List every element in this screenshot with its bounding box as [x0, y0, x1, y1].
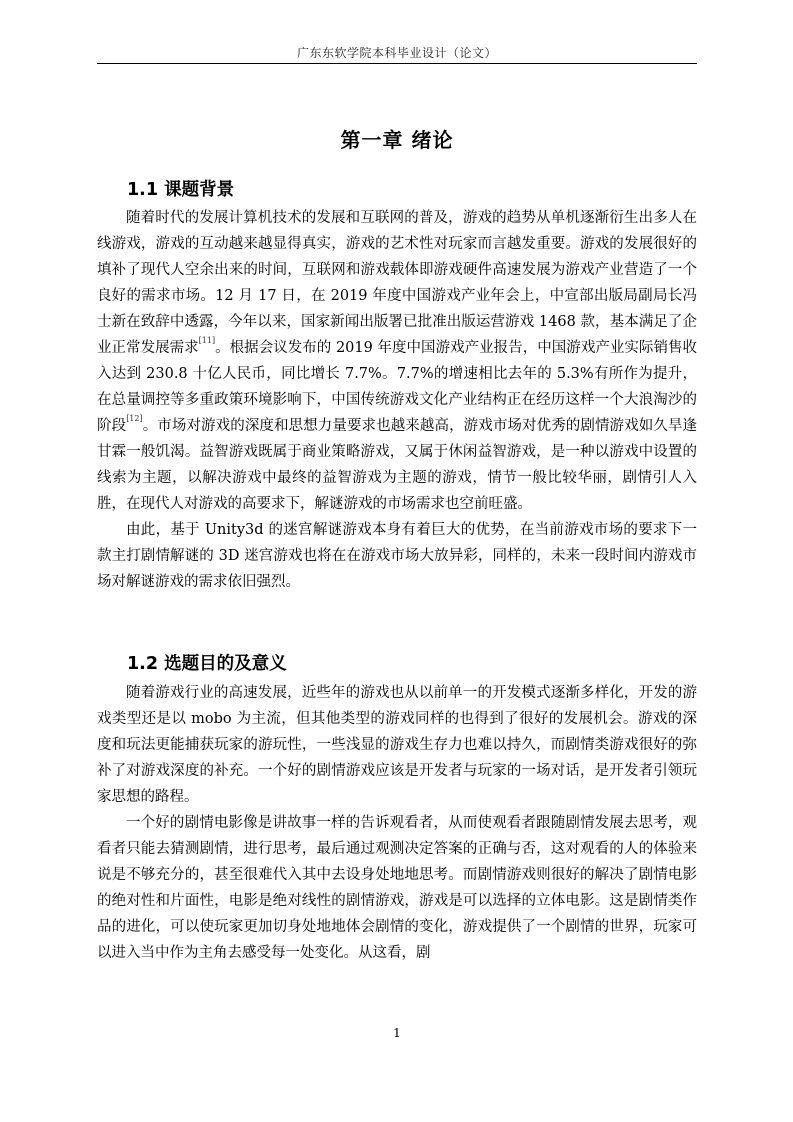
paragraph-text: 一个好的剧情电影像是讲故事一样的告诉观看者，从而使观看者跟随剧情发展去思考，观看者只能去猜测剧情，进行思考，最后通过观测决定答案的正确与否，这对观看的人的体验来说是不够充分的，甚至很难代入其中去设身处地地思考。而剧情游戏则很好的解决了剧情电影的绝对性和片面性，电影是绝对线性的剧情游戏，游戏是可以选择的立体电影。这是剧情类作品的进化，可以使玩家更加切身处地地体会剧情的变化，游戏提供了一个剧情的世界，玩家可以进入当中作为主角去感受每一处变化。从这看，剧	[97, 815, 697, 961]
header-rule	[97, 63, 697, 64]
paragraph	[97, 810, 697, 966]
section-body-1-1	[97, 205, 697, 595]
citation-ref: [12]	[126, 414, 143, 423]
section-title-1-1: 1.1 课题背景	[127, 180, 235, 200]
chapter-title: 第一章 绪论	[340, 128, 454, 152]
paragraph-text: 。根据会议发布的 2019 年度中国游戏产业报告，中国游戏产业实际销售收入达到 230.8 十亿人民币，同比增长 7.7%。7.7%的增速相比去年的 5.3%有所作为提升，在总量调控等多重政策环境影响下，中国传统游戏文化产业结构正在经历这样一个大浪淘沙的阶段	[97, 340, 697, 434]
page-number: 1	[393, 1026, 401, 1040]
section-body-1-2	[97, 680, 697, 966]
section-title-1-2: 1.2 选题目的及意义	[127, 654, 287, 674]
paragraph	[97, 680, 697, 810]
paragraph-text: 随着时代的发展计算机技术的发展和互联网的普及，游戏的趋势从单机逐渐衍生出多人在线游戏，游戏的互动越来越显得真实，游戏的艺术性对玩家而言越发重要。游戏的发展很好的填补了现代人空余出来的时间，互联网和游戏载体即游戏硬件高速发展为游戏产业营造了一个良好的需求市场。12 月 17 日，在 2019 年度中国游戏产业年会上，中宣部出版局副局长冯士新在致辞中透露，今年以来，国家新闻出版署已批准出版运营游戏 1468 款，基本满足了企业正常发展需求	[97, 210, 697, 356]
citation-ref: [11]	[198, 336, 216, 345]
paragraph	[97, 205, 697, 517]
paragraph-text: 。市场对游戏的深度和思想力量要求也越来越高，游戏市场对优秀的剧情游戏如久旱逢甘霖一般饥渴。益智游戏既属于商业策略游戏，又属于休闲益智游戏，是一种以游戏中设置的线索为主题，以解决游戏中最终的益智游戏为主题的游戏，情节一般比较华丽，剧情引人入胜，在现代人对游戏的高要求下，解谜游戏的市场需求也空前旺盛。	[97, 418, 698, 512]
paragraph	[97, 517, 697, 595]
paragraph-text: 随着游戏行业的高速发展，近些年的游戏也从以前单一的开发模式逐渐多样化，开发的游戏类型还是以 mobo 为主流，但其他类型的游戏同样的也得到了很好的发展机会。游戏的深度和玩法更能捕获玩家的游玩性，一些浅显的游戏生存力也难以持久，而剧情类游戏很好的弥补了对游戏深度的补充。一个好的剧情游戏应该是开发者与玩家的一场对话，是开发者引领玩家思想的路程。	[97, 685, 697, 805]
running-header: 广东东软学院本科毕业设计（论文）	[296, 46, 497, 60]
paragraph-text: 由此，基于 Unity3d 的迷宫解谜游戏本身有着巨大的优势，在当前游戏市场的要求下一款主打剧情解谜的 3D 迷宫游戏也将在在游戏市场大放异彩，同样的，未来一段时间内游戏市场对解谜游戏的需求依旧强烈。	[97, 522, 697, 590]
